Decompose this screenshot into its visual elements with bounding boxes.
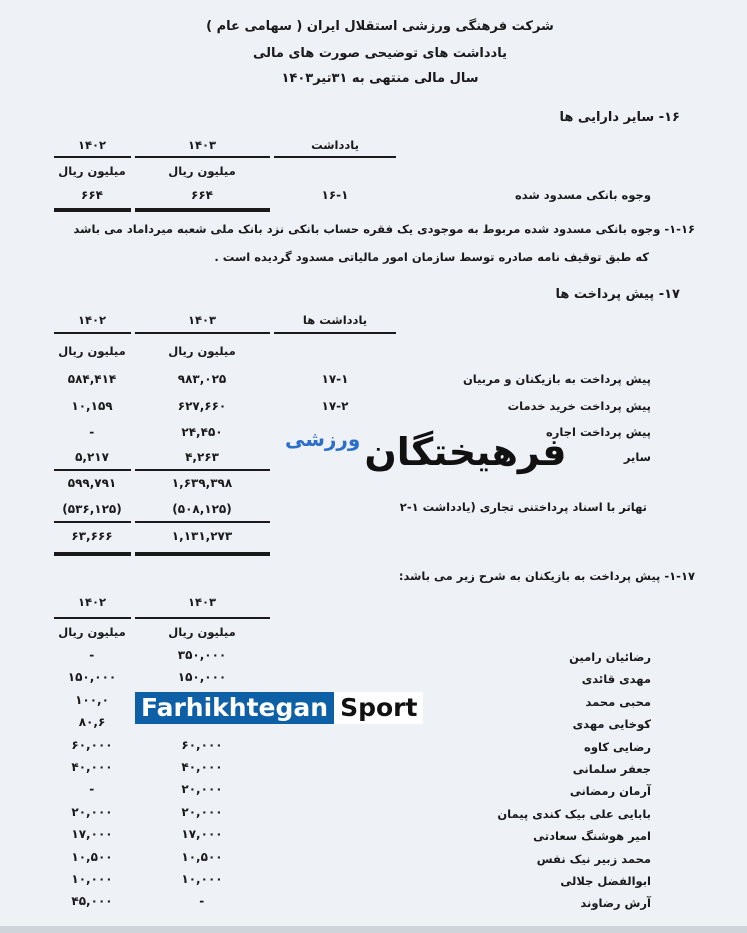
player-name: امیر هوشنگ سعادتی <box>533 829 651 844</box>
player-name: کوخایی مهدی <box>572 717 651 732</box>
col-header-1402: ۱۴۰۲ <box>77 595 107 609</box>
value-1402: ۱۰,۰۰۰ <box>71 872 113 886</box>
unit-label: میلیون ریال <box>168 164 236 178</box>
row-note: ۱۷-۱ <box>321 372 349 386</box>
fiscal-period: سال مالی منتهی به ۳۱تیر۱۴۰۳ <box>281 71 479 86</box>
divider <box>274 156 396 158</box>
note-paragraph-line1: ۱-۱۶- وجوه بانکی مسدود شده مربوط به موجودی یک فقره حساب بانکی نزد بانک ملی شعبه میرداماد می باشد <box>73 222 695 236</box>
value-1402: ۶۰,۰۰۰ <box>71 737 113 752</box>
section-title-17: ۱۷- پیش پرداخت ها <box>555 287 680 302</box>
banner-right-text: Sport <box>334 692 423 724</box>
value-1402: ۲۰,۰۰۰ <box>71 804 113 819</box>
value-1402: ۱۰,۵۰۰ <box>71 849 113 864</box>
value-1402: - <box>89 648 95 662</box>
unit-label: میلیون ریال <box>168 625 236 639</box>
player-name: آرمان رمضانی <box>569 784 651 799</box>
total-rule <box>135 552 270 556</box>
offset-label: تهاتر با اسناد پرداختنی تجاری (یادداشت ۱-۲ <box>399 500 647 514</box>
value-1403: ۱۰,۰۰۰ <box>181 872 223 886</box>
player-name: محبی محمد <box>585 694 651 709</box>
divider <box>54 156 131 158</box>
value-1403: ۴۰,۰۰۰ <box>181 760 223 774</box>
value-1403: ۱۵۰,۰۰۰ <box>177 670 227 685</box>
col-header-1403: ۱۴۰۳ <box>187 595 217 609</box>
value-1402: ۱۰۰,۰ <box>75 692 109 707</box>
col-header-1402: ۱۴۰۲ <box>77 138 107 152</box>
player-name: رضایی کاوه <box>584 739 651 754</box>
section-title-16: ۱۶- سایر دارایی ها <box>559 110 680 125</box>
value-1403: ۶۶۴ <box>191 188 213 202</box>
total-rule <box>54 552 131 556</box>
divider <box>135 332 270 334</box>
total-1403: ۱,۱۳۱,۲۷۳ <box>171 529 233 543</box>
unit-label: میلیون ریال <box>58 344 126 358</box>
banner-left-text: Farhikhtegan <box>135 692 334 724</box>
value-1403: ۲۰,۰۰۰ <box>181 782 223 797</box>
divider <box>54 332 131 334</box>
player-name: محمد زبیر نیک نفس <box>536 851 651 866</box>
value-1403: ۲۰,۰۰۰ <box>181 804 223 819</box>
subtotal-rule <box>54 469 131 471</box>
col-header-note: یادداشت <box>311 138 359 152</box>
value-1403: - <box>199 894 205 909</box>
row-label: سایر <box>623 450 651 464</box>
offset-1403: (۵۰۸,۱۲۵) <box>172 502 232 516</box>
value-1402: ۱۰,۱۵۹ <box>71 399 113 413</box>
farhikhtegan-sport-banner <box>135 692 423 724</box>
value-1402: - <box>89 782 95 797</box>
logo-main-text: فرهیختگان <box>364 430 567 474</box>
player-name: آرش رضاوند <box>580 896 651 911</box>
value-1402: ۶۶۴ <box>81 188 103 202</box>
logo-sub-text: ورزشی <box>285 427 361 451</box>
row-label: پیش پرداخت به بازیکنان و مربیان <box>462 372 651 386</box>
page-bottom-edge <box>0 926 747 933</box>
divider <box>135 617 270 619</box>
row-label: پیش پرداخت اجاره <box>545 425 651 439</box>
section-title-17-1: ۱-۱۷- پیش پرداخت به بازیکنان به شرح زیر می باشد: <box>398 569 695 583</box>
col-header-1402: ۱۴۰۲ <box>77 313 107 327</box>
value-1402: - <box>89 425 95 439</box>
total-rule <box>135 208 270 212</box>
value-1402: ۴۰,۰۰۰ <box>71 760 113 774</box>
divider <box>274 332 396 334</box>
player-name: جعفر سلمانی <box>572 762 651 776</box>
player-name: بابایی علی بیک کندی پیمان <box>497 806 651 821</box>
subtotal-rule <box>135 469 270 471</box>
row-label: پیش پرداخت خرید خدمات <box>507 399 651 413</box>
total-rule <box>54 208 131 212</box>
col-header-1403: ۱۴۰۳ <box>187 138 217 152</box>
note-paragraph-line2: که طبق توقیف نامه صادره توسط سازمان امور مالیاتی مسدود گردیده است . <box>214 250 649 264</box>
value-1402: ۸۰,۶ <box>78 715 106 730</box>
col-header-note: یادداشت ها <box>302 313 368 327</box>
offset-1402: (۵۳۶,۱۲۵) <box>62 502 122 516</box>
value-1402: ۵,۲۱۷ <box>75 450 109 464</box>
player-name: مهدی قائدی <box>581 672 651 687</box>
value-1403: ۲۴,۴۵۰ <box>181 425 223 439</box>
divider <box>54 617 131 619</box>
col-header-1403: ۱۴۰۳ <box>187 313 217 327</box>
row-note: ۱۷-۲ <box>321 399 349 413</box>
player-name: ابوالفضل جلالی <box>560 874 651 888</box>
total-rule <box>54 521 131 523</box>
value-1403: ۹۸۳,۰۲۵ <box>177 372 227 386</box>
unit-label: میلیون ریال <box>58 164 126 178</box>
value-1403: ۱۰,۵۰۰ <box>181 849 223 864</box>
value-1403: ۱۷,۰۰۰ <box>181 827 223 842</box>
value-1403: ۳۵۰,۰۰۰ <box>177 648 227 662</box>
document-subtitle: یادداشت های توضیحی صورت های مالی <box>252 46 508 61</box>
value-1402: ۱۷,۰۰۰ <box>71 827 113 842</box>
row-note: ۱۶-۱ <box>321 188 349 202</box>
total-rule <box>135 521 270 523</box>
subtotal-1402: ۵۹۹,۷۹۱ <box>67 476 117 490</box>
player-name: رضائیان رامین <box>569 650 651 664</box>
value-1403: ۶۲۷,۶۶۰ <box>177 399 227 413</box>
value-1402: ۵۸۴,۴۱۴ <box>67 372 117 386</box>
farhikhtegan-sport-logo <box>285 424 567 480</box>
value-1403: ۴,۲۶۳ <box>185 450 219 464</box>
total-1402: ۶۳,۶۶۶ <box>71 529 113 543</box>
value-1403: ۶۰,۰۰۰ <box>181 737 223 752</box>
value-1402: ۱۵۰,۰۰۰ <box>67 670 117 685</box>
divider <box>135 156 270 158</box>
unit-label: میلیون ریال <box>168 344 236 358</box>
subtotal-1403: ۱,۶۳۹,۳۹۸ <box>171 476 233 490</box>
company-name: شرکت فرهنگی ورزشی استقلال ایران ( سهامی عام ) <box>206 19 554 34</box>
unit-label: میلیون ریال <box>58 625 126 639</box>
value-1402: ۴۵,۰۰۰ <box>71 894 113 909</box>
row-label: وجوه بانکی مسدود شده <box>515 188 651 202</box>
